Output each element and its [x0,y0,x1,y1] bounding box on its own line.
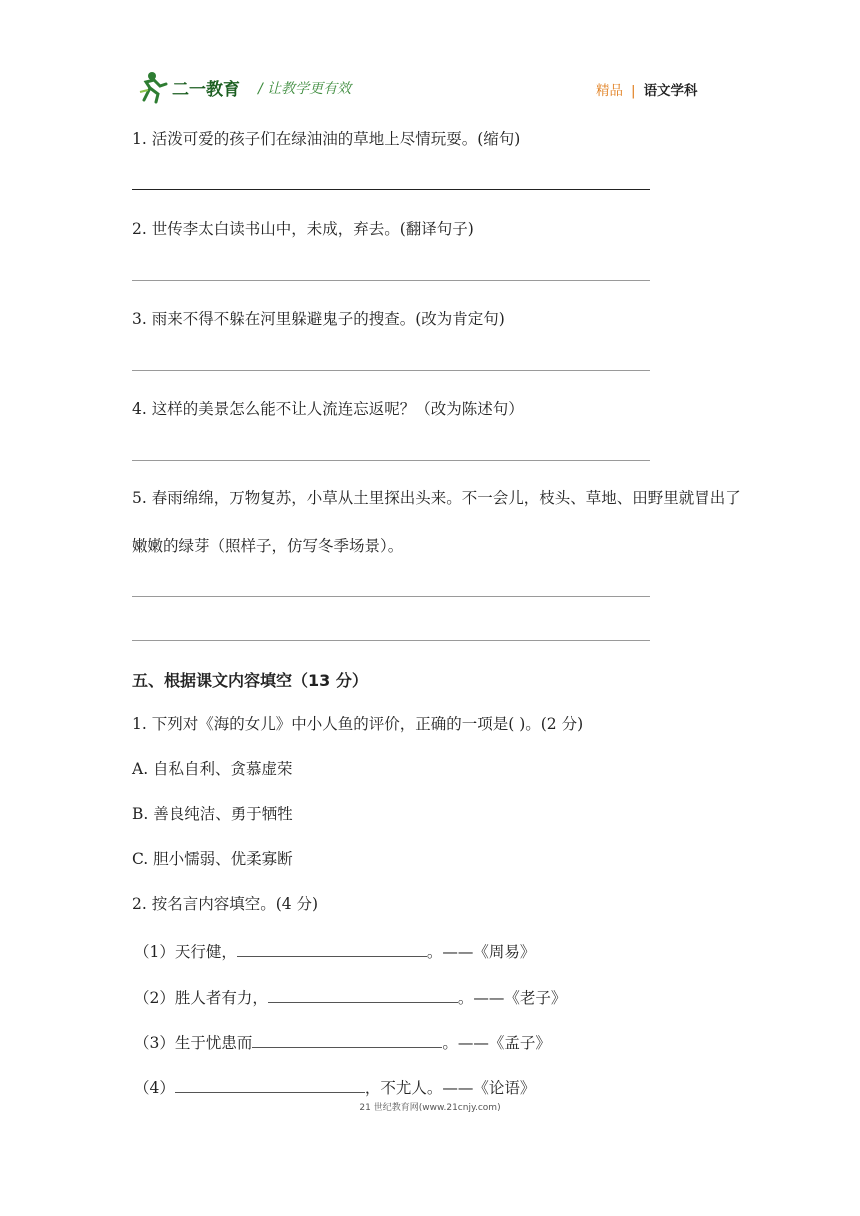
section5-q2: 2. 按名言内容填空。(4 分) [132,895,319,913]
option-c: C. 胆小懦弱、优柔寡断 [132,850,293,868]
fill-blank[interactable] [237,938,427,957]
question-3: 3. 雨来不得不躲在河里躲避鬼子的搜查。(改为肯定句) [132,310,505,328]
slogan: / 让教学更有效 [258,81,352,97]
subject-label: 语文学科 [643,83,698,99]
question-4: 4. 这样的美景怎么能不让人流连忘返呢？（改为陈述句） [132,400,524,418]
fill-blank[interactable] [175,1074,365,1093]
page-footer: 21 世纪教育网(www.21cnjy.com) [359,1103,501,1113]
fill-item-2 [134,984,566,1009]
fill-suffix: 。——《周易》 [426,943,536,961]
answer-line-5b [132,640,650,641]
option-a: A. 自私自利、贪慕虚荣 [132,760,293,778]
header-right [596,79,698,99]
answer-line-3 [132,370,650,371]
fill-suffix: ，不尤人。——《论语》 [364,1079,536,1097]
fill-item-3 [134,1029,551,1054]
section5-q1: 1. 下列对《海的女儿》中小人鱼的评价，正确的一项是( )。(2 分) [132,715,584,733]
fill-blank[interactable] [268,984,458,1003]
answer-line-5a [132,596,650,597]
fill-item-4 [134,1074,535,1099]
fill-prefix: （3）生于忧患而 [134,1034,253,1052]
fill-prefix: （4） [134,1079,175,1097]
fill-blank[interactable] [252,1029,442,1048]
logo-text: 二一教育 [172,80,240,100]
brand-logo [138,70,248,104]
answer-line-1 [132,189,650,190]
option-b: B. 善良纯洁、勇于牺牲 [132,805,293,823]
fill-suffix: 。——《老子》 [457,989,567,1007]
section-title: 五、根据课文内容填空（13 分） [132,671,368,690]
answer-line-2 [132,280,650,281]
question-5: 5. 春雨绵绵，万物复苏，小草从土里探出头来。不一会儿，枝头、草地、田野里就冒出了嫩嫩的绿芽（照样子，仿写冬季场景）。 [132,489,741,555]
fill-item-1 [134,938,535,963]
runner-icon [140,72,166,102]
question-1: 1. 活泼可爱的孩子们在绿油油的草地上尽情玩耍。(缩句) [132,130,521,148]
fill-prefix: （1）天行健， [134,943,237,961]
fill-suffix: 。——《孟子》 [442,1034,551,1052]
header-separator: | [631,83,636,99]
fill-prefix: （2）胜人者有力， [134,989,268,1007]
question-2: 2. 世传李太白读书山中，未成，弃去。(翻译句子) [132,220,474,238]
quality-tag: 精品 [596,83,623,99]
answer-line-4 [132,460,650,461]
